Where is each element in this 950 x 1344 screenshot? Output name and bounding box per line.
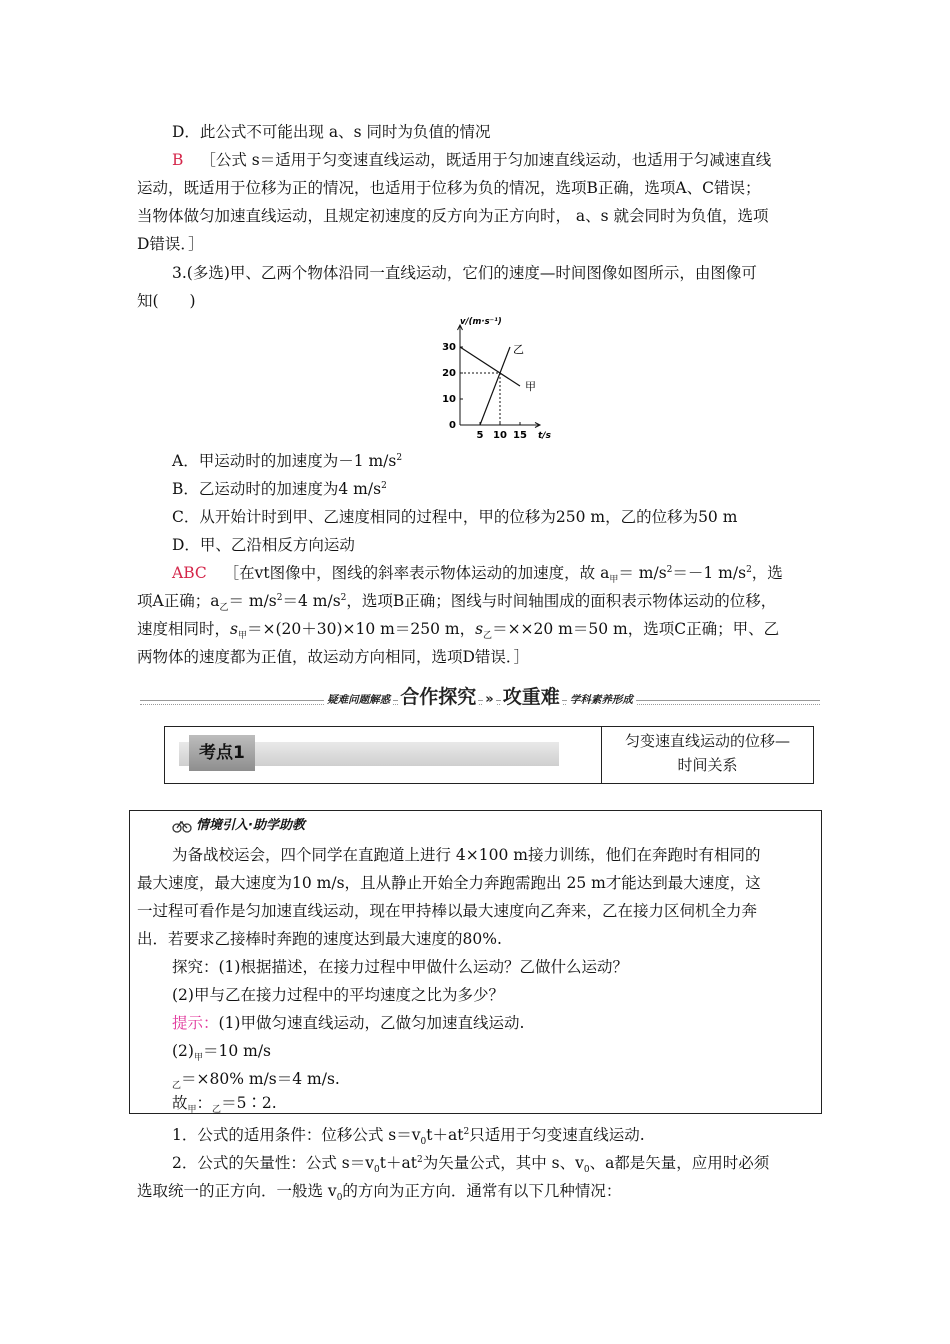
chart-y-label: v/(m·s⁻¹) — [460, 317, 502, 327]
series-label: 乙 — [513, 343, 524, 356]
q2-answer-line-1 — [172, 149, 771, 171]
q2-explanation-3: 当物体做匀加速直线运动，且规定初速度的反方向为正方向时， a、s 就会同时为负值，选项 — [137, 207, 769, 225]
y-tick-label: 0 — [449, 420, 456, 431]
scenario-hint-3: $_乙$＝×80% m/s＝4 m/s. — [172, 1070, 340, 1092]
x-tick-label: 5 — [476, 430, 484, 441]
point-1: 1．公式的适用条件：位移公式 $s=v_0t+at^2$只适用于匀变速直线运动. — [172, 1126, 645, 1148]
scenario-question-1: 探究：(1)根据描述，在接力过程中甲做什么运动？乙做什么运动？ — [172, 958, 628, 976]
q2-explanation-4: D错误．］ — [137, 235, 204, 253]
q3-option-d: D．甲、乙沿相反方向运动 — [172, 536, 355, 554]
q2-option-d: D．此公式不可能出现 a、s 同时为负值的情况 — [172, 123, 491, 141]
q2-explanation-2: 运动，既适用于位移为正的情况，也适用于位移为负的情况，选项B正确，选项A、C错误； — [137, 179, 761, 197]
scenario-hint-4: 故$_甲$：$_乙$＝5∶2. — [172, 1094, 277, 1116]
y-tick-label: 30 — [442, 342, 456, 353]
scenario-hint-2: $(2)_甲=10$ m/s — [172, 1042, 272, 1064]
q3-stem-2: 知( ) — [137, 292, 196, 310]
banner-post: 学科素养形成 — [567, 694, 636, 706]
q3-explanation-1: ABC ［在vt图像中，图线的斜率表示物体运动的加速度，故 $a_甲= m/s^2=-1$ $m/s^2$，选 — [172, 564, 783, 586]
x-tick-label: 15 — [513, 430, 527, 441]
point-3: 选取统一的正方向．一般选 $v_0$的方向为正方向．通常有以下几种情况： — [137, 1182, 622, 1204]
point-2: 2．公式的矢量性：公式 $s=v_0t+at^2$为矢量公式，其中 s、$v_0$、a都是矢量，应用时必须 — [172, 1154, 770, 1176]
scenario-heading: 情境引入·助学助教 — [172, 816, 305, 836]
hint-label: 提示： — [172, 1014, 219, 1032]
scenario-p1-4: 出．若要求乙接棒时奔跑的速度达到最大速度的80%. — [137, 930, 502, 948]
x-tick-label: 10 — [493, 430, 507, 441]
banner-main: 合作探究 — [400, 686, 477, 708]
q3-explanation-2: 项A正确；$a_乙= m/s^2=4$ $m/s^2$，选项B正确；图线与时间轴围成的面积表示物体运动的位移， — [137, 592, 777, 614]
scenario-p1-2: 最大速度，最大速度为10 m/s，且从静止开始全力奔跑需跑出 25 m才能达到最大速度，这 — [137, 874, 761, 892]
series-label: 甲 — [525, 380, 536, 393]
q3-explanation-4: 两物体的速度都为正值，故运动方向相同，选项D错误．］ — [137, 648, 530, 666]
q3-stem-1: 3.(多选)甲、乙两个物体沿同一直线运动，它们的速度—时间图像如图所示，由图像可 — [172, 264, 757, 282]
banner-arrow-icon: » — [485, 692, 494, 707]
kaodian-tag: 考点1 — [189, 735, 255, 771]
chart-x-label: t/s — [538, 431, 551, 441]
q2-answer-letter: B — [172, 151, 184, 169]
kaodian-box — [164, 726, 814, 784]
scenario-p1-1: 为备战校运会，四个同学在直跑道上进行 4×100 m接力训练，他们在奔跑时有相同的 — [172, 846, 761, 864]
series-line-yi — [480, 347, 510, 425]
section-banner — [140, 682, 820, 712]
series-line-jia — [460, 347, 520, 386]
q3-option-b: B．乙运动时的加速度为4 $m/s^2$ — [172, 480, 387, 498]
q3-answer-letter: ABC — [172, 564, 207, 582]
velocity-time-chart — [438, 312, 558, 444]
q2-explanation-1: ［公式 s＝适用于匀变速直线运动，既适用于匀加速直线运动，也适用于匀减速直线 — [200, 151, 772, 169]
scenario-question-2: (2)甲与乙在接力过程中的平均速度之比为多少？ — [172, 986, 504, 1004]
bike-icon — [172, 819, 192, 833]
y-tick-label: 20 — [442, 368, 456, 379]
q3-explanation-3: 速度相同时，$s_甲=\times(20+30)\times 10$ m＝250 m，$s_乙=\times\times 20$ m＝50 m，选项C正确；甲、乙 — [137, 620, 780, 642]
banner-pre: 疑难问题解惑 — [324, 694, 393, 706]
q3-option-a: A．甲运动时的加速度为－1 $m/s^2$ — [172, 452, 403, 470]
scenario-p1-3: 一过程可看作是匀加速直线运动，现在甲持棒以最大速度向乙奔来，乙在接力区伺机全力奔 — [137, 902, 758, 920]
y-tick-label: 10 — [442, 394, 456, 405]
kaodian-title: 匀变速直线运动的位移— 时间关系 — [624, 732, 790, 774]
q3-option-c: C．从开始计时到甲、乙速度相同的过程中，甲的位移为250 m，乙的位移为50 m — [172, 508, 738, 526]
scenario-hint-1: 提示：(1)甲做匀速直线运动，乙做匀加速直线运动. — [172, 1014, 525, 1032]
banner-main2: 攻重难 — [502, 686, 560, 708]
